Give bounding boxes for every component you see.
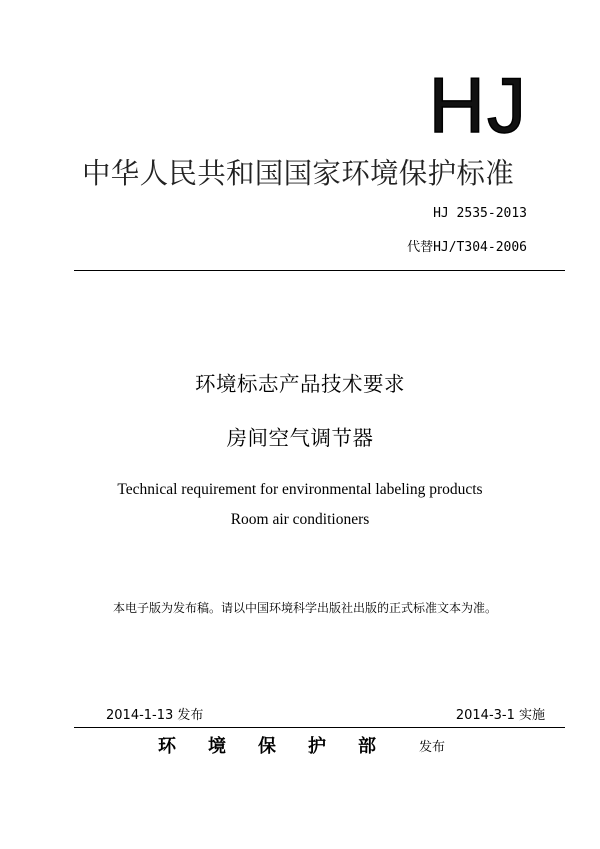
header-divider <box>74 270 565 271</box>
chinese-title-line-1: 环境标志产品技术要求 <box>195 372 405 396</box>
footer-divider <box>74 727 565 728</box>
publisher-name: 环境保护部 <box>158 736 408 757</box>
edition-notice: 本电子版为发布稿。请以中国环境科学出版社出版的正式标准文本为准。 <box>113 601 498 615</box>
english-title-line-1: Technical requirement for environmental labeling products <box>117 481 483 498</box>
organization-title: 中华人民共和国国家环境保护标准 <box>82 157 515 190</box>
effective-date: 2014-3-1 实施 <box>455 708 545 723</box>
english-title-line-2: Room air conditioners <box>230 511 370 528</box>
chinese-title-line-2: 房间空气调节器 <box>226 426 374 450</box>
hj-logo: HJ <box>428 61 528 149</box>
publish-label: 发布 <box>419 740 446 755</box>
standard-number: HJ 2535-2013 <box>433 206 527 221</box>
issue-date: 2014-1-13 发布 <box>106 708 204 723</box>
replaces-standard: 代替HJ/T304-2006 <box>407 240 527 255</box>
